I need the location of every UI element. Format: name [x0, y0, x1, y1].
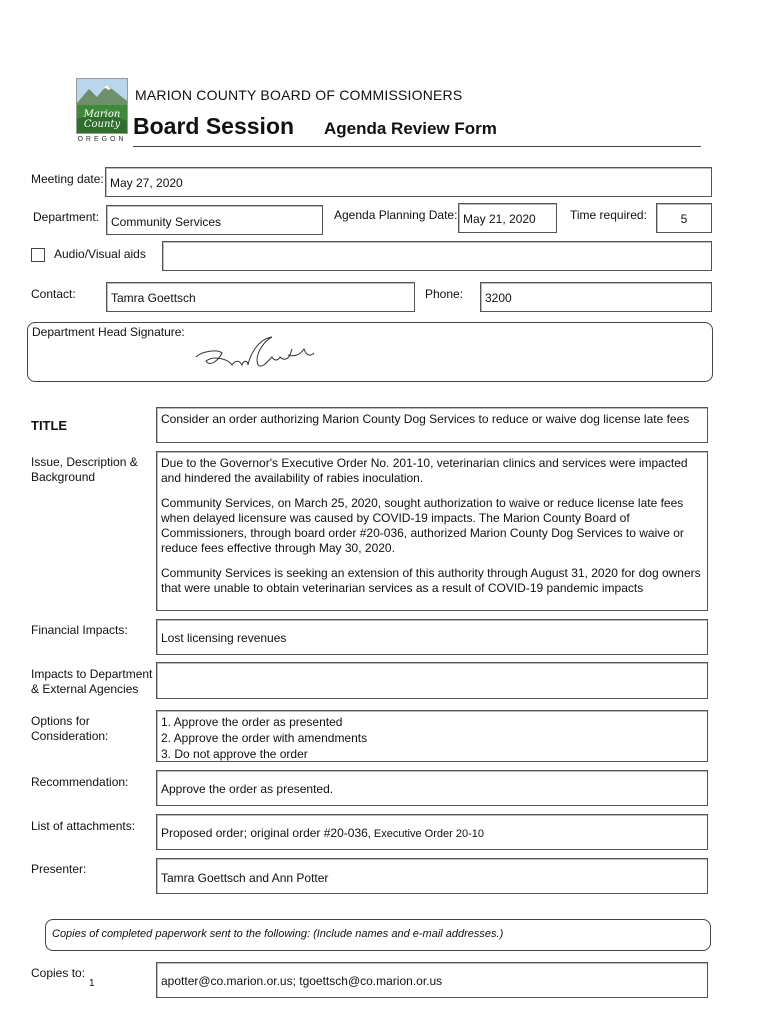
- page-title: Board Session: [133, 113, 295, 139]
- impacts-label: [31, 667, 152, 697]
- time-required-field[interactable]: 5: [656, 203, 712, 233]
- issue-paragraph-2: Community Services, on March 25, 2020, sought authorization to waive or reduce license late fees when delayed licensure was caused by COVID-19 impacts. The Marion County Board of Commissioners, through board order #20-036, authorized Marion County Dog Services to waive or reduce fees effective through May 30, 2020.: [161, 496, 684, 555]
- header-divider: [133, 146, 701, 147]
- options-list: [161, 714, 703, 762]
- issue-label-line1: Issue, Description &: [31, 455, 138, 469]
- presenter-field[interactable]: Tamra Goettsch and Ann Potter: [156, 858, 708, 894]
- contact-label: Contact:: [31, 287, 76, 301]
- av-checkbox[interactable]: [31, 248, 45, 262]
- attachments-text-b: , Executive Order 20-10: [367, 828, 484, 840]
- signature-image: [188, 331, 318, 379]
- issue-label: [31, 455, 138, 485]
- department-field[interactable]: Community Services: [106, 205, 323, 235]
- phone-label: Phone:: [425, 287, 464, 301]
- copies-field[interactable]: apotter@co.marion.or.us; tgoettsch@co.marion.or.us: [156, 962, 708, 998]
- agenda-planning-label: Agenda Planning Date:: [334, 208, 458, 222]
- options-label: [31, 714, 108, 744]
- issue-paragraph-1: Due to the Governor's Executive Order No. 201-10, veterinarian clinics and services were impacted and hindered the availability of rabies inoculation.: [161, 456, 688, 485]
- recommendation-label: Recommendation:: [31, 775, 129, 789]
- time-required-label: Time required:: [570, 208, 647, 222]
- av-label: Audio/Visual aids: [54, 247, 146, 261]
- org-name: MARION COUNTY BOARD OF COMMISSIONERS: [135, 87, 463, 103]
- option-item: 1. Approve the order as presented: [161, 715, 343, 729]
- financial-field[interactable]: Lost licensing revenues: [156, 619, 708, 655]
- copies-number: 1: [89, 978, 95, 989]
- options-label-line1: Options for: [31, 714, 90, 728]
- copies-label: Copies to:: [31, 966, 86, 980]
- agenda-planning-field[interactable]: May 21, 2020: [458, 203, 557, 233]
- issue-field[interactable]: [156, 451, 708, 611]
- title-label: TITLE: [31, 418, 68, 433]
- title-field[interactable]: Consider an order authorizing Marion County Dog Services to reduce or waive dog license late fees: [156, 407, 708, 443]
- meeting-date-label: Meeting date:: [31, 172, 104, 186]
- department-label: Department:: [33, 210, 100, 224]
- page-subtitle: Agenda Review Form: [324, 119, 497, 138]
- option-item: 3. Do not approve the order: [161, 747, 308, 761]
- av-field[interactable]: [162, 241, 712, 271]
- attachments-field[interactable]: [156, 814, 708, 850]
- svg-text:County: County: [83, 119, 121, 130]
- financial-label: Financial Impacts:: [31, 623, 128, 637]
- issue-paragraph-3: Community Services is seeking an extension of this authority through August 31, 2020 for dog owners that were unable to obtain veterinarian services as a result of COVID-19 pandemic impacts: [161, 566, 701, 595]
- impacts-label-line2: & External Agencies: [31, 682, 139, 696]
- signature-box[interactable]: [27, 322, 713, 382]
- meeting-date-field[interactable]: May 27, 2020: [105, 167, 712, 197]
- logo-state: OREGON: [77, 136, 127, 143]
- impacts-field[interactable]: [156, 662, 708, 699]
- svg-text:Marion: Marion: [83, 109, 121, 120]
- recommendation-field[interactable]: Approve the order as presented.: [156, 770, 708, 806]
- county-logo: [76, 78, 128, 134]
- presenter-label: Presenter:: [31, 862, 87, 876]
- options-label-line2: Consideration:: [31, 729, 109, 743]
- options-field[interactable]: [156, 710, 708, 762]
- phone-field[interactable]: 3200: [480, 282, 712, 312]
- impacts-label-line1: Impacts to Department: [31, 667, 153, 681]
- logo-graphic: [77, 79, 127, 133]
- attachments-label: List of attachments:: [31, 819, 136, 833]
- attachments-text-a: Proposed order; original order #20-036: [161, 826, 368, 840]
- signature-label: Department Head Signature:: [32, 325, 185, 339]
- copies-note-box: Copies of completed paperwork sent to the following: (Include names and e-mail addresses.): [45, 919, 711, 951]
- contact-field[interactable]: Tamra Goettsch: [106, 282, 415, 312]
- issue-label-line2: Background: [31, 470, 96, 484]
- option-item: 2. Approve the order with amendments: [161, 731, 368, 745]
